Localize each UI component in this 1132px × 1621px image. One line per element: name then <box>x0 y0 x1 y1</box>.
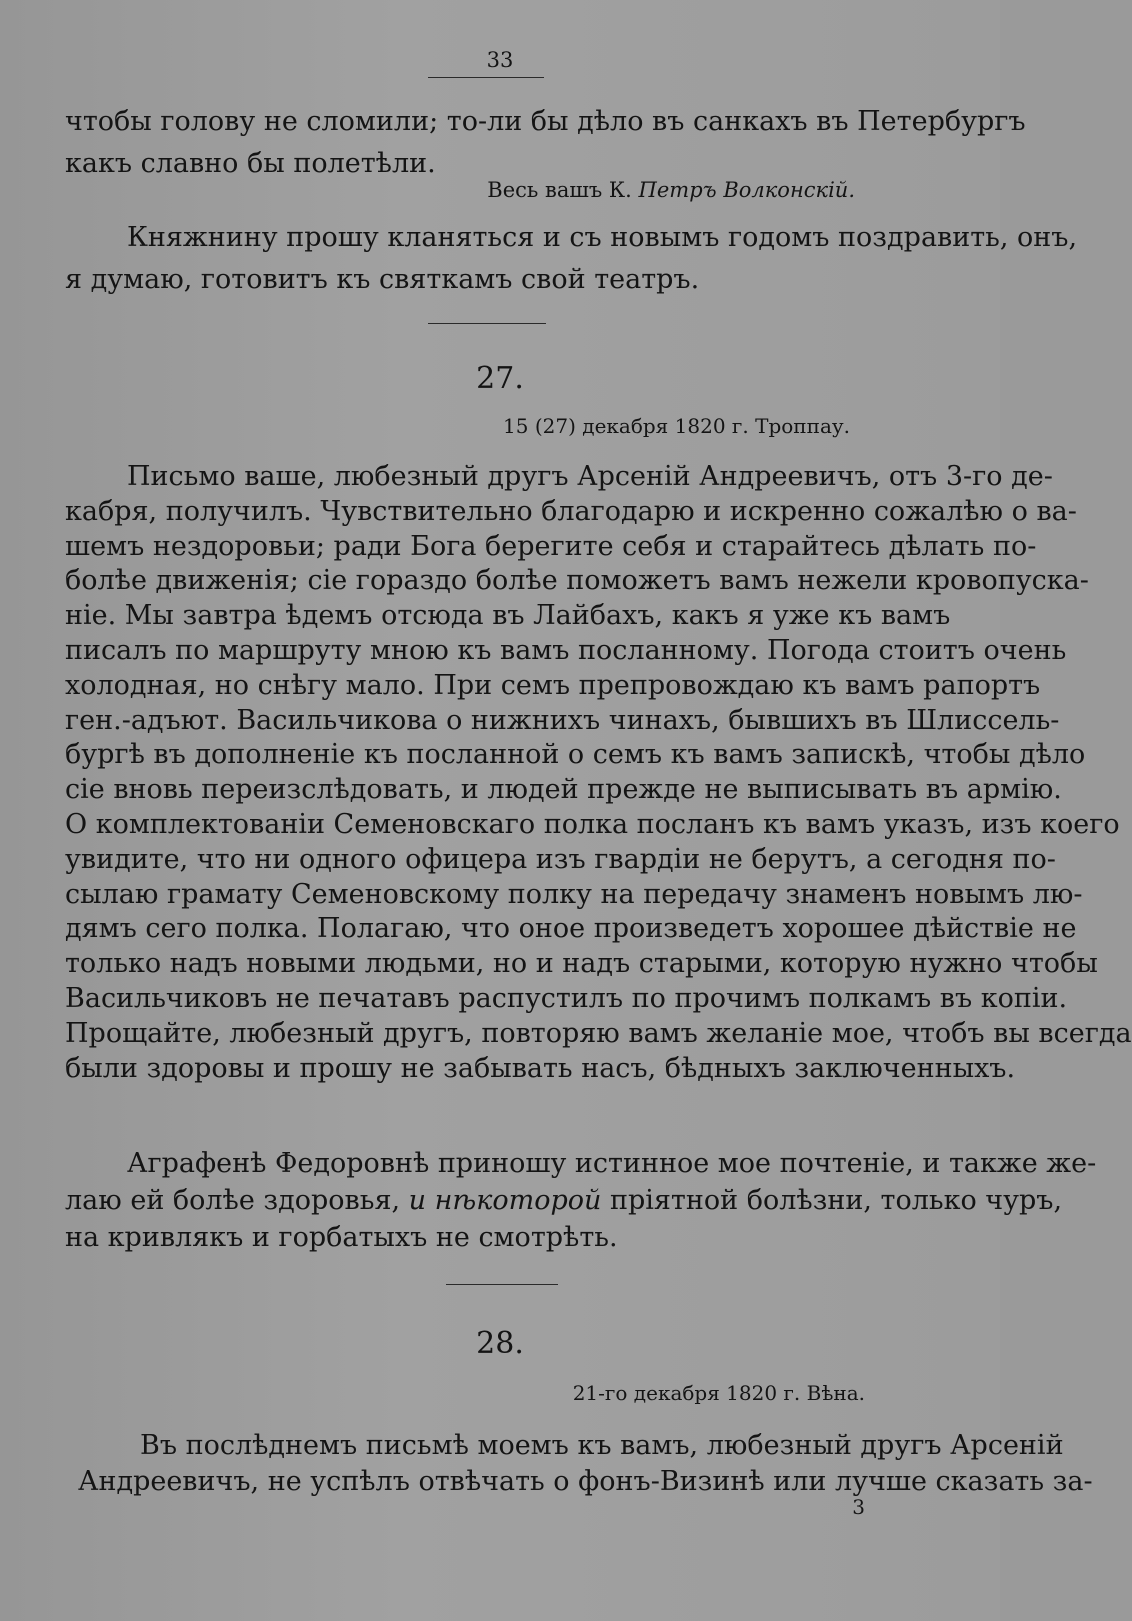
text-line: писалъ по маршруту мною къ вамъ посланному. Погода стоитъ очень <box>65 635 1067 666</box>
signature-name: Петръ Волконскій. <box>638 178 855 202</box>
page-number: 33 <box>486 48 514 72</box>
text-span: пріятной болѣзни, только чуръ, <box>601 1185 1063 1216</box>
section-rule <box>446 1284 558 1285</box>
text-line: какъ славно бы полетѣли. <box>65 148 436 179</box>
header-rule <box>428 77 544 78</box>
signature-prefix: Весь вашъ К. <box>487 178 639 202</box>
letter-date: 21-го декабря 1820 г. Вѣна. <box>572 1381 865 1405</box>
text-line: шемъ нездоровьи; ради Бога берегите себя и старайтесь дѣлать по- <box>65 530 1037 562</box>
text-line: увидите, что ни одного офицера изъ гвардіи не берутъ, а сегодня по- <box>65 843 1056 875</box>
text-line <box>65 1183 1063 1219</box>
text-line: сіе вновь переизслѣдовать, и людей прежде не выписывать въ армію. <box>65 774 1062 806</box>
text-line: дямъ сего полка. Полагаю, что оное произведетъ хорошее дѣйствіе не <box>65 913 1077 945</box>
letter-number: 27. <box>476 361 524 396</box>
text-line: Письмо ваше, любезный другъ Арсеній Андреевичъ, отъ 3-го де- <box>127 461 1053 492</box>
text-line: Андреевичъ, не успѣлъ отвѣчать о фонъ-Визинѣ или лучше сказать за- <box>78 1466 1093 1497</box>
section-rule <box>428 323 546 324</box>
letter-number: 28. <box>476 1326 524 1361</box>
letter-date: 15 (27) декабря 1820 г. Троппау. <box>503 414 850 438</box>
text-line: Прощайте, любезный другъ, повторяю вамъ желаніе мое, чтобъ вы всегда <box>65 1017 1132 1049</box>
signature <box>487 176 855 204</box>
text-line: на кривлякъ и горбатыхъ не смотрѣть. <box>65 1222 618 1253</box>
text-line: Васильчиковъ не печатавъ распустилъ по прочимъ полкамъ въ копіи. <box>65 983 1068 1014</box>
sheet-signature: 3 <box>852 1495 865 1519</box>
text-line: сылаю грамату Семеновскому полку на передачу знаменъ новымъ лю- <box>65 878 1083 910</box>
text-line: болѣе движенія; сіе гораздо болѣе поможетъ вамъ нежели кровопуска- <box>65 565 1089 597</box>
text-line: ніе. Мы завтра ѣдемъ отсюда въ Лайбахъ, какъ я уже къ вамъ <box>65 600 951 632</box>
text-line: были здоровы и прошу не забывать насъ, бѣдныхъ заключенныхъ. <box>65 1052 1016 1084</box>
text-line: Аграфенѣ Федоровнѣ приношу истинное мое почтеніе, и также же- <box>127 1148 1097 1179</box>
text-line: кабря, получилъ. Чувствительно благодарю и искренно сожалѣю о ва- <box>65 495 1077 527</box>
text-line: Княжнину прошу кланяться и съ новымъ годомъ поздравить, онъ, <box>127 222 1078 253</box>
text-line: бургѣ въ дополненіе къ посланной о семъ къ вамъ запискѣ, чтобы дѣло <box>65 739 1086 771</box>
text-line: холодная, но снѣгу мало. При семъ препровождаю къ вамъ рапортъ <box>65 669 1041 701</box>
text-span: лаю ей болѣе здоровья, <box>65 1185 409 1216</box>
italic-span: и нѣкоторой <box>408 1185 602 1216</box>
text-line: Въ послѣднемъ письмѣ моемъ къ вамъ, любезный другъ Арсеній <box>140 1430 1064 1461</box>
text-line: О комплектованіи Семеновскаго полка посланъ къ вамъ указъ, изъ коего <box>65 809 1120 840</box>
text-line: ген.-адъют. Васильчикова о нижнихъ чинахъ, бывшихъ въ Шлиссель- <box>65 704 1060 736</box>
text-line: я думаю, готовитъ къ святкамъ свой театръ. <box>65 264 700 295</box>
text-line: только надъ новыми людьми, но и надъ старыми, которую нужно чтобы <box>65 948 1098 980</box>
text-line: чтобы голову не сломили; то-ли бы дѣло въ санкахъ въ Петербургъ <box>65 106 1026 137</box>
